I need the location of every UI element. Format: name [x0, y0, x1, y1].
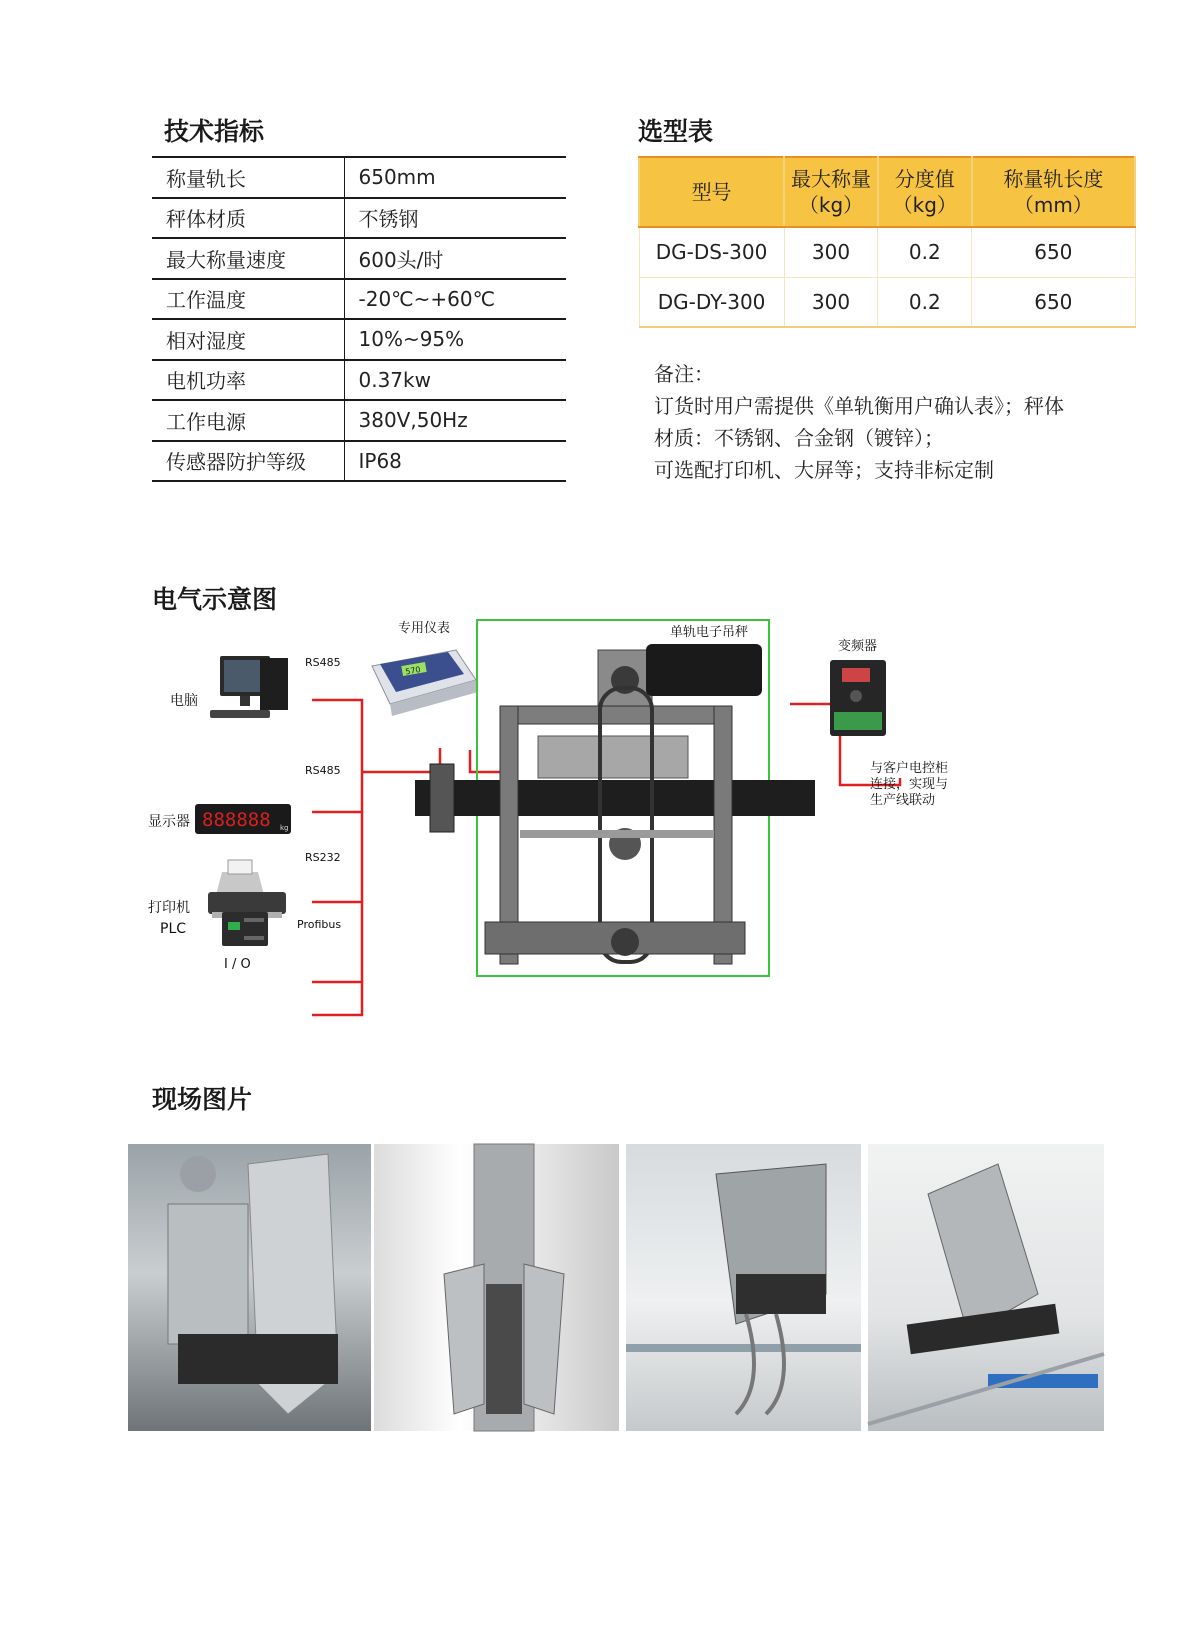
- spec-row: [152, 441, 566, 482]
- site-photo-2: [374, 1144, 619, 1431]
- spec-title: 技术指标: [164, 117, 265, 146]
- plc-label: PLC: [160, 921, 187, 937]
- model-header-line1: 分度值: [894, 167, 955, 191]
- model-cell: 300: [784, 227, 878, 277]
- rs485-label-b: RS485: [305, 764, 341, 777]
- electrical-diagram: [140, 621, 1020, 1040]
- photo-1-drawing: [128, 1144, 371, 1431]
- model-header-line2: （kg）: [892, 193, 957, 217]
- site-photo-4: [868, 1144, 1104, 1431]
- spec-key: 传感器防护等级: [152, 441, 344, 482]
- model-cell: 0.2: [878, 277, 972, 327]
- spec-value: IP68: [344, 441, 566, 482]
- spec-value: 10%~95%: [344, 319, 566, 360]
- model-cell: 0.2: [878, 227, 972, 277]
- model-cell: DG-DY-300: [639, 277, 784, 327]
- model-header-line2: （mm）: [1013, 193, 1093, 217]
- inverter-note-line3: 生产线联动: [870, 793, 936, 808]
- photo-3-drawing: [626, 1144, 861, 1431]
- photos-title: 现场图片: [152, 1085, 253, 1114]
- spec-value: 不锈钢: [344, 198, 566, 239]
- spec-key: 相对湿度: [152, 319, 344, 360]
- model-header-line2: （kg）: [798, 193, 864, 217]
- rs232-label: RS232: [305, 851, 341, 864]
- printer-label: 打印机: [148, 900, 190, 916]
- model-header-line1: 称量轨长度: [1003, 167, 1104, 191]
- model-header-cell: [878, 157, 972, 227]
- spec-value: -20℃~+60℃: [344, 279, 566, 320]
- model-header-cell: [784, 157, 878, 227]
- spec-key: 工作温度: [152, 279, 344, 320]
- notes-line3: 可选配打印机、大屏等；支持非标定制: [654, 458, 994, 482]
- spec-value: 600头/时: [344, 238, 566, 279]
- rs485-label-a: RS485: [305, 656, 341, 669]
- display-reading: 888888: [202, 809, 271, 831]
- photo-4-drawing: [868, 1144, 1104, 1431]
- scale-label: 单轨电子吊秤: [670, 625, 749, 640]
- model-header-cell: [639, 157, 784, 227]
- spec-key: 电机功率: [152, 360, 344, 401]
- spec-row: [152, 360, 566, 401]
- spec-value: 0.37kw: [344, 360, 566, 401]
- spec-key: 工作电源: [152, 400, 344, 441]
- site-photo-1: [128, 1144, 371, 1431]
- spec-key: 称量轨长: [152, 157, 344, 198]
- model-header-line1: 型号: [691, 180, 732, 204]
- printer-icon: [208, 860, 286, 918]
- model-row: [639, 277, 1135, 327]
- photo-2-drawing: [374, 1144, 619, 1431]
- notes-line2: 材质：不锈钢、合金钢（镀锌）；: [654, 426, 944, 450]
- spec-row: [152, 238, 566, 279]
- spec-key: 秤体材质: [152, 198, 344, 239]
- inverter-icon: [830, 660, 886, 736]
- display-unit: kg: [280, 824, 289, 832]
- model-header-cell: [972, 157, 1135, 227]
- io-label: I / O: [224, 957, 251, 972]
- spec-value: 650mm: [344, 157, 566, 198]
- inverter-note-line1: 与客户电控柜: [870, 761, 949, 776]
- inverter-note-line2: 连接，实现与: [870, 777, 949, 792]
- spec-row: [152, 319, 566, 360]
- spec-row: [152, 198, 566, 239]
- display-icon: [195, 804, 291, 834]
- inverter-label: 变频器: [838, 639, 878, 654]
- computer-icon: [210, 656, 288, 718]
- model-cell: 650: [972, 277, 1135, 327]
- notes: [654, 358, 1124, 486]
- notes-line1: 订货时用户需提供《单轨衡用户确认表》；秤体: [654, 394, 1064, 418]
- site-photo-3: [626, 1144, 861, 1431]
- spec-row: [152, 157, 566, 198]
- model-row: [639, 227, 1135, 277]
- spec-row: [152, 400, 566, 441]
- spec-value: 380V,50Hz: [344, 400, 566, 441]
- model-table: [638, 156, 1136, 328]
- model-cell: 650: [972, 227, 1135, 277]
- model-title: 选型表: [638, 117, 714, 146]
- spec-table: [152, 156, 566, 482]
- model-cell: DG-DS-300: [639, 227, 784, 277]
- display-label: 显示器: [148, 814, 190, 830]
- spec-key: 最大称量速度: [152, 238, 344, 279]
- instrument-icon: [372, 650, 478, 716]
- diagram-title: 电气示意图: [152, 585, 278, 614]
- notes-label: 备注：: [654, 362, 714, 386]
- computer-label: 电脑: [170, 693, 198, 709]
- model-header-line1: 最大称量: [791, 167, 871, 191]
- instrument-label: 专用仪表: [398, 621, 451, 636]
- profibus-label: Profibus: [297, 918, 342, 931]
- spec-row: [152, 279, 566, 320]
- plc-icon: [222, 912, 268, 946]
- model-cell: 300: [784, 277, 878, 327]
- instrument-reading: 570: [404, 664, 422, 677]
